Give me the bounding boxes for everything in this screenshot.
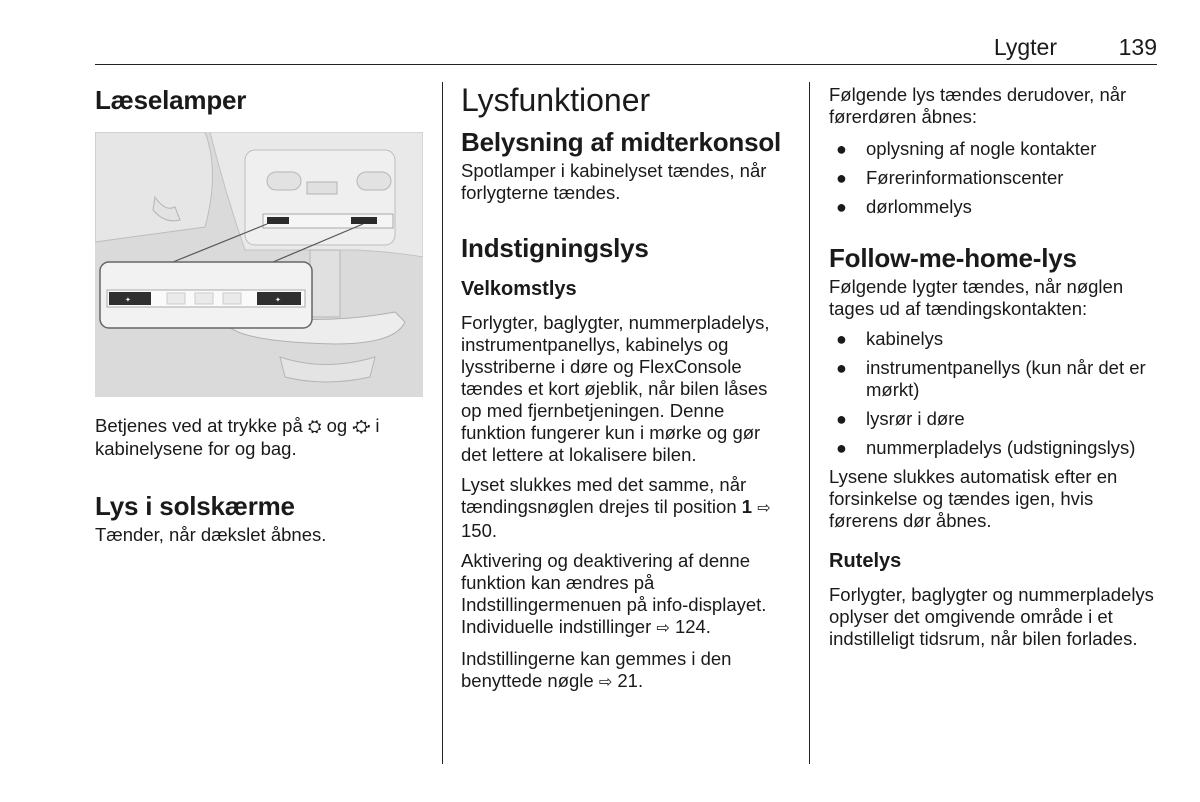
heading-rutelys: Rutelys	[829, 550, 902, 572]
follow-me-home-list	[829, 328, 1159, 459]
bullet-icon: ●	[836, 168, 847, 188]
heading-velkomstlys: Velkomstlys	[461, 278, 577, 300]
heading-midterkonsol: Belysning af midterkonsol	[461, 127, 782, 157]
svg-text:✦: ✦	[125, 296, 131, 304]
svg-text:✦: ✦	[275, 296, 281, 304]
heading-indstigningslys: Indstigningslys	[461, 233, 649, 263]
heading-solskaerme: Lys i solskærme	[95, 491, 295, 521]
rutelys-text: Forlygter, baglygter og nummerpladelys oplyser det omgivende område i et indstilleligt tidsrum, når bilen forlades.	[829, 584, 1154, 649]
velkomstlys-text-1: Forlygter, baglygter, nummerpladelys, instrumentpanellys, kabinelys og lysstriberne i døre og FlexConsole tændes et kort øjeblik, når bilen låses op med fjernbetjeningen. Denne funktion fungerer kun i mørke og gør det lettere at lokalisere bilen.	[461, 312, 770, 465]
reading-lamp-caption: Betjenes ved at trykke på ⛭ og ⛮ i kabinelysene for og bag.	[95, 415, 380, 459]
heading-laeselamper: Læselamper	[95, 85, 247, 115]
front-lamp-icon: ⛭	[307, 417, 322, 436]
velkomstlys-text-3: Aktivering og deaktivering af denne funktion kan ændres på Indstillingermenuen på info-displayet. Individuelle indstillinger ⇨ 124.	[461, 550, 767, 637]
solskaerme-text: Tænder, når dækslet åbnes.	[95, 524, 327, 545]
column-3	[829, 80, 1159, 650]
list-item: ● lysrør i døre	[836, 408, 965, 429]
bullet-icon: ●	[836, 329, 847, 349]
bullet-icon: ●	[836, 409, 847, 429]
column-divider-2	[809, 82, 810, 764]
section-title: Lygter	[993, 34, 1057, 60]
velkomstlys-text-2: Lyset slukkes med det samme, når tændingsnøglen drejes til position 1 ⇨ 150.	[461, 474, 771, 541]
list-item: ● Førerinformationscenter	[836, 167, 1064, 188]
crossref-link[interactable]: 124.	[674, 616, 711, 637]
page-number: 139	[1118, 34, 1157, 60]
column-divider-1	[442, 82, 443, 764]
bullet-icon: ●	[836, 438, 847, 458]
bullet-icon: ●	[836, 139, 847, 159]
rear-lamp-icon: ⛮	[352, 417, 371, 436]
crossref-arrow-icon: ⇨	[598, 674, 613, 691]
reading-lamp-drawing	[95, 132, 423, 397]
velkomstlys-text-4: Indstillingerne kan gemmes i den benyttede nøgle ⇨ 21.	[461, 648, 732, 691]
crossref-link[interactable]: 150.	[461, 520, 498, 541]
list-item: ● dørlommelys	[836, 196, 972, 217]
list-item: ● kabinelys	[836, 328, 944, 349]
list-item: ● nummerpladelys (udstigningslys)	[836, 437, 1136, 458]
page-header	[95, 30, 1157, 65]
intro-text: Følgende lys tændes derudover, når førerdøren åbnes:	[829, 84, 1127, 127]
door-lights-list	[829, 138, 1159, 218]
column-1	[95, 80, 425, 546]
column-2	[461, 80, 791, 702]
midterkonsol-text: Spotlamper i kabinelyset tændes, når forlygterne tændes.	[461, 160, 767, 203]
bullet-icon: ●	[836, 358, 847, 378]
bullet-icon: ●	[836, 197, 847, 217]
list-item: ● oplysning af nogle kontakter	[836, 138, 1097, 159]
follow-me-home-text: Følgende lygter tændes, når nøglen tages ud af tændingskontakten:	[829, 276, 1124, 319]
heading-follow-me-home: Follow-me-home-lys	[829, 243, 1077, 273]
crossref-arrow-icon: ⇨	[757, 500, 771, 517]
list-item: ● instrumentpanellys (kun når det er mørkt)	[836, 357, 1146, 400]
reading-lamp-illustration	[95, 132, 423, 397]
crossref-link[interactable]: 21.	[617, 670, 644, 691]
chapter-title: Lysfunktioner	[461, 82, 651, 118]
follow-me-home-text-2: Lysene slukkes automatisk efter en forsinkelse og tændes igen, hvis førerens dør åbnes.	[829, 466, 1118, 531]
crossref-arrow-icon: ⇨	[656, 620, 670, 637]
